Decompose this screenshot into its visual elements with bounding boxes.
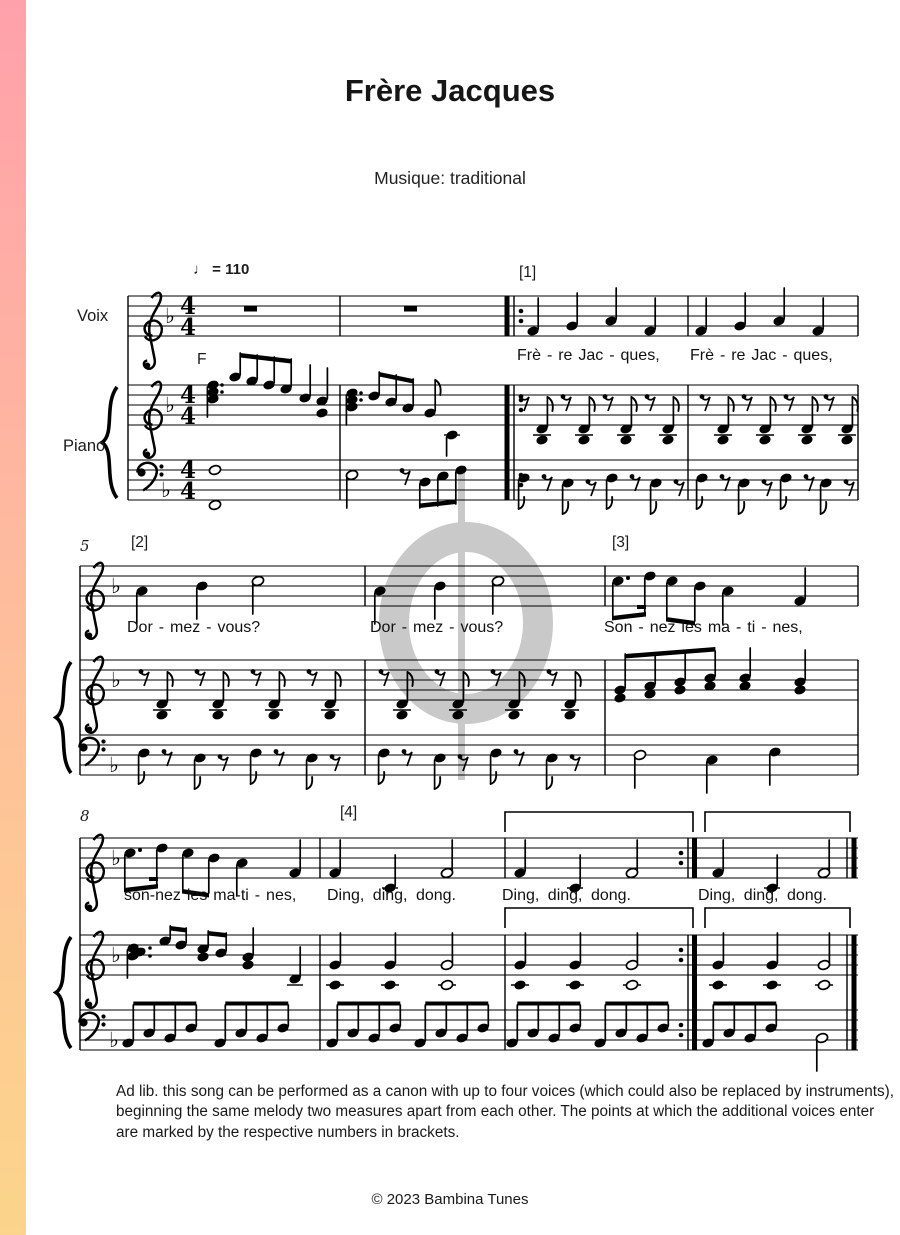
flat-icon: ♭ — [111, 574, 121, 598]
piano-brace — [56, 662, 71, 773]
flat-icon: ♭ — [161, 478, 171, 502]
final-barline — [847, 838, 854, 1050]
performance-note-line: beginning the same melody two measures apart from each other. The points at which the additional voices enter — [116, 1103, 875, 1121]
lyric-line: Ding, ding, dong. — [698, 887, 827, 904]
svg-text:4: 4 — [179, 403, 197, 430]
svg-text:4: 4 — [179, 457, 197, 484]
performance-note-line: Ad lib. this song can be performed as a canon with up to four voices (which could also be replaced by instruments), — [116, 1083, 895, 1100]
system-2 — [56, 563, 858, 793]
lyric-line: Frè - re Jac - ques, — [690, 347, 833, 364]
treble-clef-icon — [86, 563, 104, 639]
treble-clef-icon — [144, 293, 162, 369]
flat-icon: ♭ — [111, 943, 121, 967]
canon-entry-marker-1: [1] — [519, 264, 537, 281]
flat-icon: ♭ — [165, 304, 175, 328]
piano-treble-offbeat-m5-m6 — [139, 669, 581, 721]
flat-icon: ♭ — [109, 1028, 119, 1052]
treble-clef-icon — [86, 657, 104, 733]
canon-entry-marker-4: [4] — [340, 804, 358, 821]
piano-bass-m1-m2 — [208, 464, 467, 511]
flat-icon: ♭ — [165, 393, 175, 417]
measure-number-8: 8 — [80, 807, 90, 825]
lyric-line: Ding, ding, dong. — [327, 887, 456, 904]
svg-text:4: 4 — [179, 382, 197, 409]
quarter-note-icon: ♩ — [193, 261, 208, 278]
staff-label-voice: Voix — [77, 307, 109, 325]
tempo-value: = 110 — [212, 261, 250, 278]
page-title: Frère Jacques — [344, 73, 556, 108]
bass-clef-icon — [79, 1013, 105, 1041]
chord-symbol: F — [197, 351, 207, 368]
lyric-line: Frè - re Jac - ques, — [517, 347, 660, 364]
end-repeat-barline — [679, 838, 695, 1050]
subtitle-composer: Musique: traditional — [374, 168, 526, 188]
copyright-notice: © 2023 Bambina Tunes — [371, 1191, 529, 1208]
canon-entry-marker-3: [3] — [612, 534, 630, 551]
svg-text:4: 4 — [179, 293, 197, 320]
flat-icon: ♭ — [111, 846, 121, 870]
canon-entry-brackets — [505, 812, 850, 928]
treble-clef-icon — [86, 835, 104, 911]
flat-icon: ♭ — [109, 753, 119, 777]
performance-note — [116, 1082, 894, 1143]
treble-clef-icon — [144, 382, 162, 458]
lyric-line: Ding, ding, dong. — [502, 887, 631, 904]
piano-treble-m9-m11 — [326, 933, 833, 991]
lyric-line: Son - nez les ma - ti - nes, — [604, 619, 803, 636]
piano-treble-m1 — [206, 353, 328, 419]
system-3 — [56, 812, 858, 1071]
measure-number-5: 5 — [80, 537, 90, 555]
tempo-marking — [193, 261, 249, 278]
staff-label-piano: Piano — [63, 437, 106, 455]
piano-treble-m7 — [613, 647, 806, 704]
voice-melody-m3-m4 — [526, 288, 824, 337]
piano-bass-m8-m11 — [121, 1002, 828, 1072]
lyric-line: Dor - mez - vous? — [127, 619, 261, 636]
bass-clef-icon — [137, 463, 163, 491]
piano-bass-m5-m7 — [137, 746, 781, 793]
system-1 — [102, 288, 858, 514]
piano-bass-walk-m3-m4 — [517, 472, 854, 514]
lyric-line: son-nez les ma-ti - nes, — [124, 887, 297, 904]
lyric-line: Dor - mez - vous? — [370, 619, 504, 636]
treble-clef-icon — [86, 932, 104, 1008]
flat-icon: ♭ — [111, 668, 121, 692]
voice-melody-m5-m7 — [135, 568, 806, 626]
svg-text:4: 4 — [179, 478, 197, 505]
svg-text:4: 4 — [179, 314, 197, 341]
bass-clef-icon — [79, 738, 105, 766]
canon-entry-marker-2: [2] — [131, 534, 149, 551]
piano-brace — [56, 937, 71, 1048]
performance-note-line: are marked by the respective numbers in brackets. — [116, 1123, 460, 1141]
